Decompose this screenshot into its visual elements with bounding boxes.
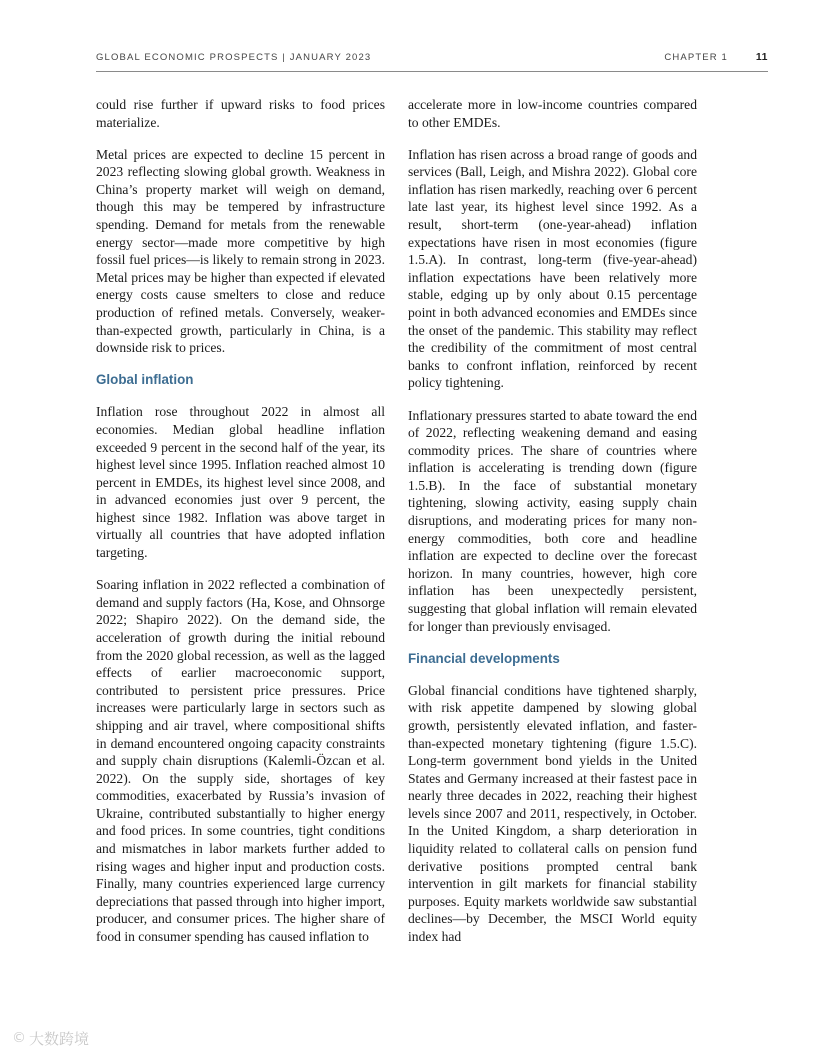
page-number: 11: [755, 51, 768, 63]
watermark-logo-icon: ©: [12, 1030, 26, 1046]
running-header: [96, 52, 768, 66]
watermark-text: 大数跨境: [29, 1029, 90, 1048]
section-heading-global-inflation: Global inflation: [96, 372, 194, 388]
left-paragraph-1: could rise further if upward risks to food prices materialize.: [96, 97, 385, 130]
header-divider: [96, 71, 768, 72]
chapter-label: CHAPTER 1: [664, 52, 728, 63]
left-paragraph-metal-prices: Metal prices are expected to decline 15 percent in 2023 reflecting slowing global growth. Weakness in China’s property market will weigh on demand, though this may be tempered by infrastructure spending. Demand for metals from the renewable energy sector—made more competitive by high fossil fuel prices—is likely to remain strong in 2023. Metal prices may be higher than expected if elevated energy costs cause smelters to close and reduce production of refined metals. Conversely, weaker-than-expected growth, particularly in China, is a downside risk to prices.: [96, 146, 385, 356]
right-column: [408, 96, 697, 960]
left-paragraph-soaring-inflation: Soaring inflation in 2022 reflected a combination of demand and supply factors (Ha, Kose, and Ohnsorge 2022; Shapiro 2022). On the demand side, the acceleration of growth during the initial rebound from the 2020 global recession, as well as the lagged effects of earlier macroeconomic support, contributed to persistent price pressures. Price increases were particularly large in sectors such as shipping and air travel, where compositional shifts in demand encountered ongoing capacity constraints and supply chain disruptions (Kalemli-Özcan et al. 2022). On the supply side, shortages of key commodities, exacerbated by Russia’s invasion of Ukraine, contributed substantially to higher energy and food prices. In some countries, tight conditions and mismatches in labor markets further added to rising wages and higher input and production costs. Finally, many countries experienced large currency depreciations that passed through into higher import, producer, and consumer prices. The higher share of food in consumer spending has caused inflation to: [96, 577, 385, 945]
left-paragraph-inflation-rose: Inflation rose throughout 2022 in almost all economies. Median global headline inflation exceeded 9 percent in the second half of the year, its highest level since 1995. Inflation reached almost 10 percent in EMDEs, its highest level since 2008, and in advanced economies just over 9 percent, the highest since 1982. Inflation was above target in virtually all countries that have adopted inflation targeting.: [96, 404, 385, 561]
publication-title: GLOBAL ECONOMIC PROSPECTS | JANUARY 2023: [96, 52, 372, 63]
right-paragraph-1: accelerate more in low-income countries compared to other EMDEs.: [408, 97, 697, 130]
right-paragraph-broad-range: Inflation has risen across a broad range of goods and services (Ball, Leigh, and Mishra 2022). Global core inflation has risen markedly, reaching over 6 percent late last year, its highest level since 1992. As a result, short-term (one-year-ahead) inflation expectations have risen in most economies (figure 1.5.A). In contrast, long-term (five-year-ahead) inflation expectations have been relatively more stable, edging up by only about 0.15 percentage point in both advanced economies and EMDEs since the onset of the pandemic. This stability may reflect the credibility of the commitment of most central banks to confront inflation, reinforced by recent policy tightening.: [408, 146, 697, 391]
left-column: [96, 96, 385, 960]
right-paragraph-financial-conditions: Global financial conditions have tightened sharply, with risk appetite dampened by slowing global growth, persistently elevated inflation, and faster-than-expected monetary tightening (figure 1.5.C). Long-term government bond yields in the United States and Germany increased at their fastest pace in nearly three decades in 2022, reaching their highest levels since 2007 and 2011, respectively, in October. In the United Kingdom, a sharp deterioration in liquidity related to collateral calls on pension fund derivative positions prompted central bank intervention in gilt markets for financial stability purposes. Equity markets worldwide saw substantial declines—by December, the MSCI World equity index had: [408, 682, 697, 945]
right-paragraph-pressures-abate: Inflationary pressures started to abate toward the end of 2022, reflecting weakening demand and easing commodity prices. The share of countries where inflation is accelerating is trending down (figure 1.5.B). In the face of substantial monetary tightening, slowing activity, easing supply chain disruptions, and moderating prices for many nonenergy commodities, both core and headline inflation are expected to decline over the forecast horizon. In many countries, however, high core inflation has been unexpectedly persistent, suggesting that global inflation will remain elevated for longer than previously envisaged.: [408, 407, 697, 634]
section-heading-financial-developments: Financial developments: [408, 650, 560, 666]
watermark: [12, 1026, 89, 1050]
